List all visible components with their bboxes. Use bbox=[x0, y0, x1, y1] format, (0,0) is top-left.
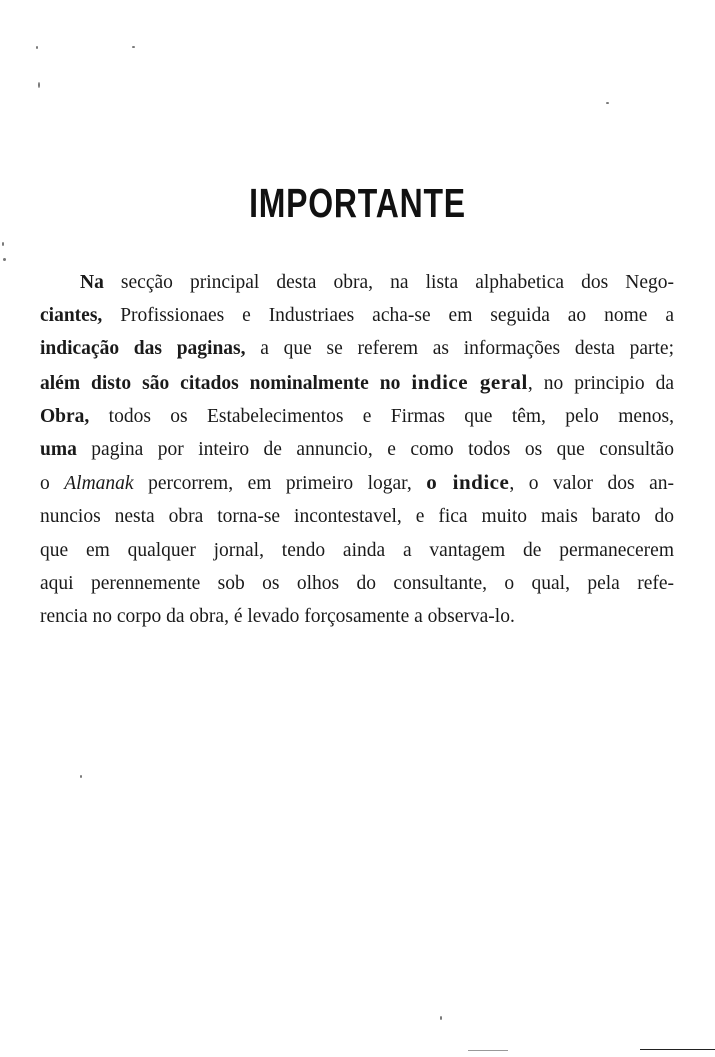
line-7-mid: percorrem, em primeiro logar, bbox=[133, 473, 427, 495]
paragraph-line-6 bbox=[40, 433, 674, 466]
line-4-lead: além disto são citados nominalmente no bbox=[40, 372, 412, 394]
scan-speck bbox=[3, 258, 6, 261]
paragraph-line-4 bbox=[40, 366, 674, 400]
paragraph-line-2 bbox=[40, 299, 674, 332]
line-8-text: nuncios nesta obra torna-se incontestavel, e fica muito mais barato do bbox=[40, 506, 674, 528]
line-6-lead: uma bbox=[40, 439, 77, 461]
line-6-rest: pagina por inteiro de annuncio, e como todos os que consultão bbox=[76, 439, 674, 461]
line-5-lead: Obra, bbox=[40, 405, 90, 427]
line-1-lead: Na bbox=[80, 272, 104, 293]
paragraph-line-10 bbox=[40, 567, 674, 600]
line-5-rest: todos os Estabelecimentos e Firmas que têm, pelo menos, bbox=[89, 405, 674, 427]
notice-paragraph bbox=[40, 266, 674, 633]
line-10-text: aqui perennemente sob os olhos do consultante, o qual, pela refe- bbox=[40, 572, 674, 594]
paragraph-line-7 bbox=[40, 466, 674, 500]
line-2-lead: ciantes, bbox=[40, 305, 103, 327]
bottom-edge-mark bbox=[468, 1050, 508, 1051]
scan-speck bbox=[2, 242, 4, 246]
bottom-edge-mark bbox=[640, 1049, 715, 1050]
scan-speck bbox=[36, 46, 38, 49]
line-4-rest: , no principio da bbox=[527, 372, 674, 394]
scan-speck bbox=[38, 82, 40, 88]
paragraph-line-1 bbox=[40, 266, 674, 299]
almanak-italic: Almanak bbox=[64, 473, 134, 495]
scan-speck bbox=[132, 46, 135, 48]
line-3-rest: a que se referem as informações desta parte; bbox=[245, 338, 674, 360]
line-11-text: rencia no corpo da obra, é levado forçosamente a observa-lo. bbox=[40, 606, 515, 628]
paragraph-line-3 bbox=[40, 332, 674, 365]
paragraph-line-9 bbox=[40, 534, 674, 567]
paragraph-line-11 bbox=[40, 600, 674, 633]
o-indice-emphasis: o indice bbox=[426, 470, 510, 495]
page-title: IMPORTANTE bbox=[249, 180, 466, 226]
paragraph-line-8 bbox=[40, 500, 674, 533]
paragraph-line-5 bbox=[40, 400, 674, 433]
indice-geral-emphasis: indice geral bbox=[411, 369, 528, 394]
line-7-lead: o bbox=[40, 473, 65, 495]
line-7-rest: , o valor dos an- bbox=[509, 473, 675, 495]
line-2-rest: Profissionaes e Industriaes acha-se em seguida ao nome a bbox=[102, 305, 674, 327]
scan-speck bbox=[80, 775, 82, 778]
line-9-text: que em qualquer jornal, tendo ainda a vantagem de permanecerem bbox=[40, 539, 674, 561]
line-3-lead: indicação das paginas, bbox=[40, 338, 246, 360]
scan-speck bbox=[606, 102, 609, 104]
line-1-rest: secção principal desta obra, na lista alphabetica dos Nego- bbox=[103, 272, 674, 293]
scan-speck bbox=[440, 1016, 442, 1020]
